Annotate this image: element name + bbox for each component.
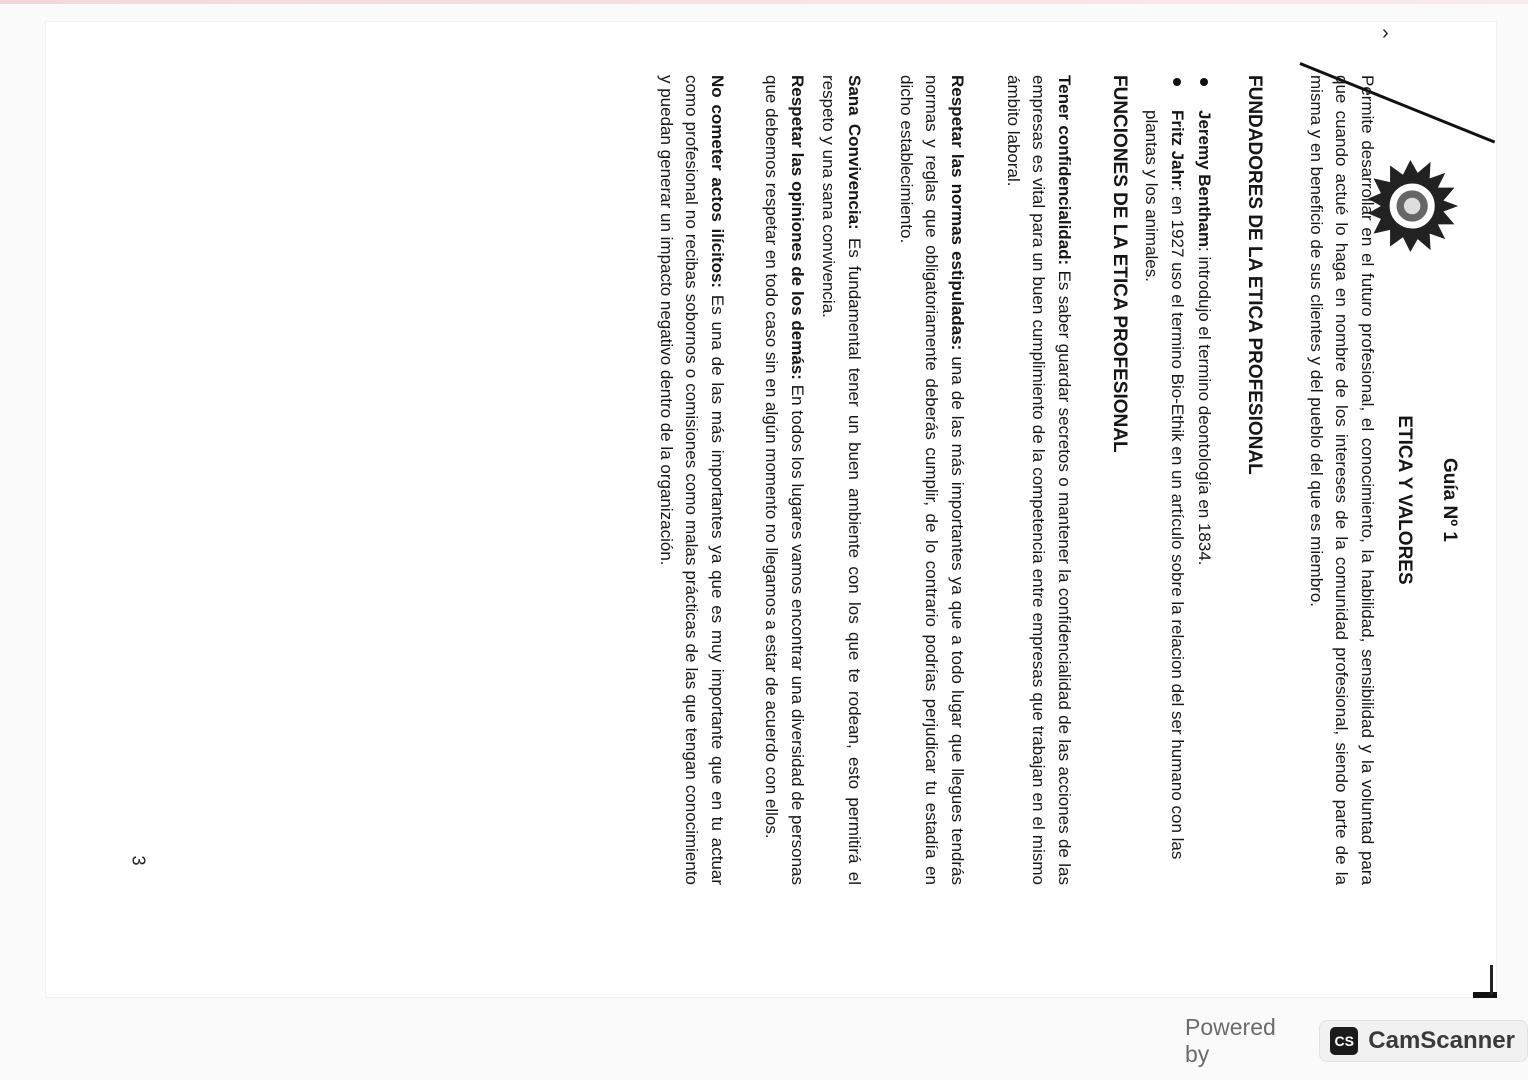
camscanner-brand: CamScanner — [1368, 1027, 1515, 1054]
function-paragraph — [816, 75, 867, 885]
founder-item — [1192, 110, 1218, 870]
function-paragraph — [1001, 75, 1078, 885]
function-paragraph — [759, 75, 810, 885]
camscanner-watermark — [1185, 1014, 1528, 1067]
page-title: ETICA Y VALORES — [1394, 415, 1415, 585]
founder-item — [1139, 110, 1190, 870]
function-term: No cometer actos ilícitos: — [708, 75, 727, 289]
rotated-page-content — [485, 50, 1475, 950]
camscanner-badge — [1319, 1020, 1528, 1062]
function-term: Tener confidencialidad: — [1055, 75, 1074, 266]
founder-text: : introdujo el termino deontología en 1834. — [1195, 247, 1214, 566]
functions-heading: FUNCIONES DE LA ETICA PROFESIONAL — [1109, 75, 1130, 453]
page-number: 3 — [128, 855, 149, 866]
founder-name: Jeremy Bentham — [1195, 110, 1214, 248]
function-paragraph — [894, 75, 971, 885]
corner-tick — [1490, 965, 1493, 995]
camscanner-logo-icon: CS — [1330, 1027, 1358, 1055]
function-text: En todos los lugares vamos encontrar una diversidad de personas que debemos respetar en todo caso sin en algún momento no llegamos a estar de acuerdo con ellos. — [762, 75, 807, 885]
corner-mark: › — [1382, 22, 1389, 44]
guide-number: Guía Nº 1 — [1439, 457, 1460, 542]
function-text: Es saber guardar secretos o mantener la confidencialidad de las acciones de las empresas es vital para un buen cumplimiento de la competencia entre empresas que trabajan en el mismo ámbito laboral. — [1004, 75, 1074, 885]
bullet-icon — [1173, 78, 1181, 86]
function-text: Es una de las más importantes ya que es muy importante que en tu actuar como profesional no recibas sobornos o comisiones como malas prácticas de las que tengan conocimiento y puedan generar un impacto negativo dentro de la organización. — [657, 75, 727, 886]
function-term: Respetar las opiniones de los demás: — [788, 75, 807, 380]
function-term: Sana Convivencia: — [845, 75, 864, 230]
founder-name: Fritz Jahr — [1168, 110, 1187, 187]
corner-bar — [1473, 992, 1497, 998]
function-text: una de las más importantes ya que a todo lugar que llegues tendrás normas y reglas que obligatoriamente deberás cumplir, de lo contrario podrías perjudicar tu estadía en dicho establecimiento. — [897, 75, 967, 885]
founders-heading: FUNDADORES DE LA ETICA PROFESIONAL — [1244, 75, 1265, 475]
function-term: Respetar las normas estipuladas: — [948, 75, 967, 351]
powered-by-label: Powered by — [1185, 1014, 1276, 1067]
function-text: Es fundamental tener un buen ambiente con los que te rodean, esto permitirá el respeto y una sana convivencia. — [819, 75, 864, 885]
institution-seal-icon — [1368, 160, 1460, 252]
bullet-icon — [1200, 78, 1208, 86]
intro-paragraph: Permite desarrollar en el futuro profesional, el conocimiento, la habilidad, sensibilidad y la voluntad para que cuando actué lo haga en nombre de los intereses de la comunidad profesional, siendo parte de la misma y en beneficio de sus clientes y del pueblo del que es miembro. — [1307, 75, 1377, 885]
function-paragraph — [654, 75, 731, 885]
scan-top-edge — [0, 0, 1528, 4]
founder-text: : en 1927 uso el termino Bio-Ethik en un artículo sobre la relacion del ser humano con las plantas y los animales. — [1142, 110, 1187, 860]
